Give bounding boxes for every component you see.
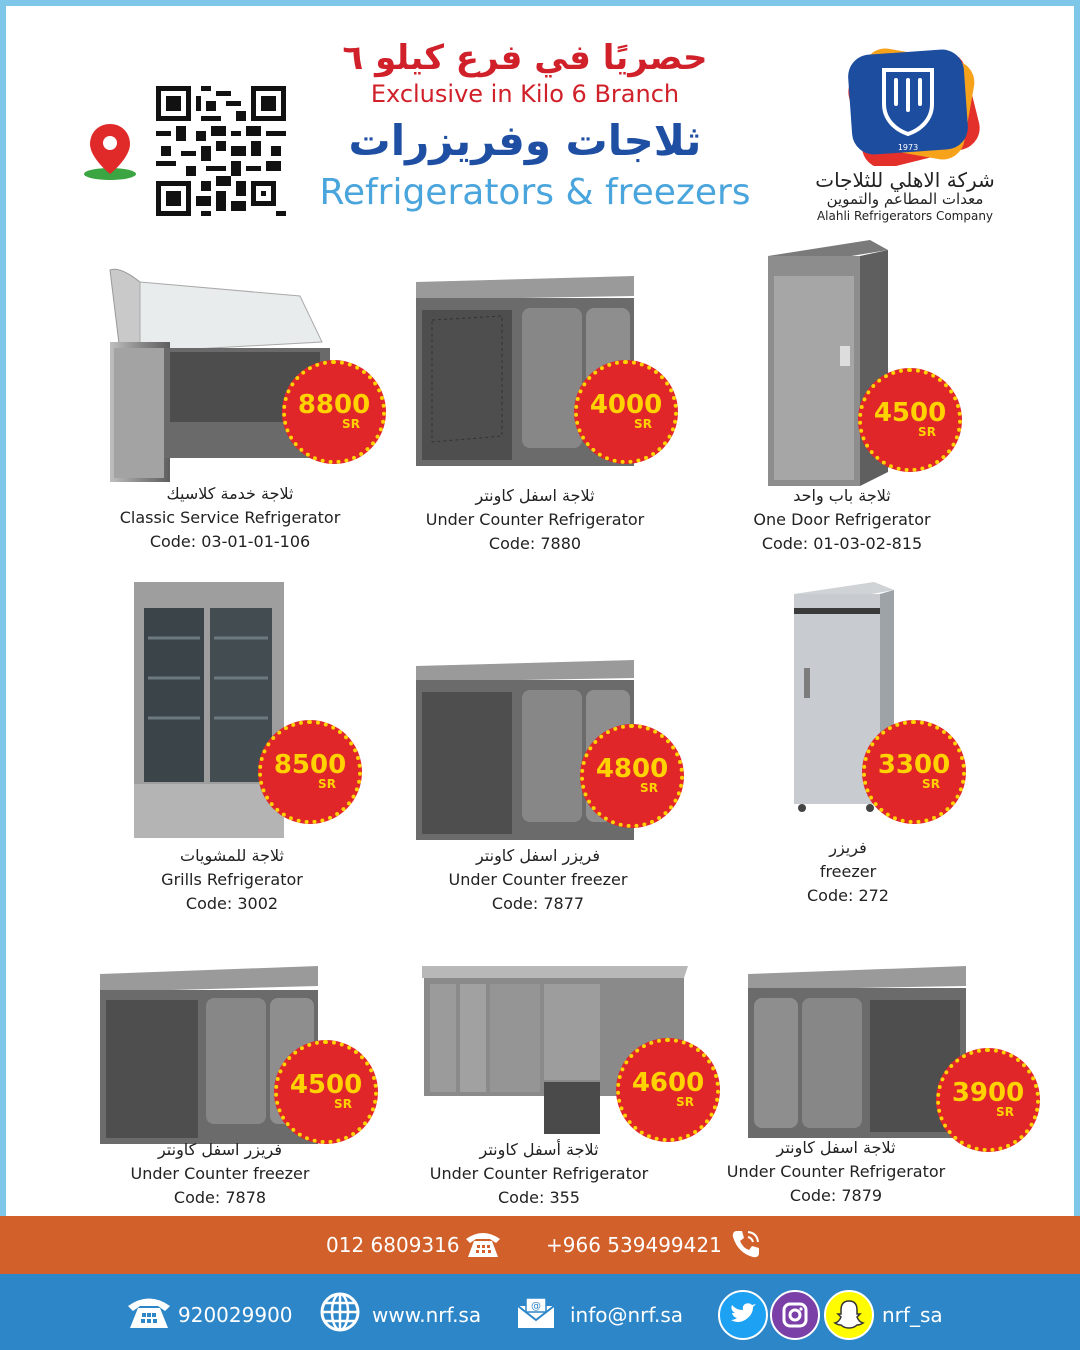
exclusive-english-text: Exclusive in Kilo 6 Branch <box>370 80 680 108</box>
company-name-arabic: شركة الاهلي للثلاجات <box>815 168 995 192</box>
unified-number[interactable]: 920029900 <box>178 1303 293 1327</box>
product-caption <box>780 836 916 908</box>
product-name-arabic: ثلاجة باب واحد <box>793 486 891 505</box>
product-code: Code: 7878 <box>173 1188 267 1207</box>
currency-label: SR <box>318 777 336 791</box>
price-badge <box>580 724 684 828</box>
product-code: Code: 7879 <box>789 1186 883 1205</box>
contact-bar-phones <box>0 1216 1080 1274</box>
product-name-english: Under Counter freezer <box>130 1164 310 1183</box>
product-name-arabic: ثلاجة اسفل كاونتر <box>776 1138 896 1157</box>
product-name-english: Classic Service Refrigerator <box>119 508 341 527</box>
product-name-english: Under Counter Refrigerator <box>429 1164 649 1183</box>
product-name-arabic: ثلاجة أسفل كاونتر <box>479 1140 599 1159</box>
price-badge <box>858 368 962 472</box>
product-caption <box>100 844 364 916</box>
product-card[interactable] <box>790 578 980 908</box>
price-badge <box>258 720 362 824</box>
product-card[interactable] <box>412 276 692 566</box>
product-card[interactable] <box>96 966 396 1206</box>
price-value: 4800 <box>595 754 669 784</box>
qr-code[interactable] <box>156 86 286 216</box>
company-name-english: Alahli Refrigerators Company <box>816 209 994 223</box>
globe-icon <box>320 1292 360 1332</box>
main-title-english: Refrigerators & freezers <box>319 172 751 213</box>
svg-text:@: @ <box>531 1301 541 1312</box>
product-name-arabic: فريزر اسفل كاونتر <box>157 1140 283 1159</box>
product-code: Code: 3002 <box>185 894 279 913</box>
product-code: Code: 03-01-01-106 <box>149 532 311 551</box>
product-card[interactable] <box>130 578 380 918</box>
product-name-english: Under Counter Refrigerator <box>425 510 645 529</box>
price-value: 3900 <box>951 1078 1025 1108</box>
product-caption <box>410 844 666 916</box>
price-value: 4500 <box>289 1070 363 1100</box>
currency-label: SR <box>634 417 652 431</box>
product-code: Code: 01-03-02-815 <box>761 534 923 553</box>
product-name-english: Under Counter Refrigerator <box>726 1162 946 1181</box>
product-caption <box>100 1138 340 1210</box>
product-name-arabic: فريزر <box>829 838 867 857</box>
product-code: Code: 355 <box>498 1188 580 1207</box>
product-caption <box>390 484 680 556</box>
price-badge <box>616 1038 720 1142</box>
price-value: 3300 <box>877 750 951 780</box>
product-card[interactable] <box>726 966 1044 1206</box>
social-handle[interactable]: nrf_sa <box>882 1303 943 1327</box>
currency-label: SR <box>922 777 940 791</box>
currency-label: SR <box>334 1097 352 1111</box>
product-caption <box>90 482 370 554</box>
telephone-icon <box>464 1229 502 1259</box>
product-code: Code: 7877 <box>491 894 585 913</box>
email-icon <box>516 1296 556 1330</box>
website-link[interactable]: www.nrf.sa <box>372 1303 482 1327</box>
company-logo[interactable] <box>832 46 992 166</box>
product-card[interactable] <box>412 660 702 920</box>
product-code: Code: 272 <box>807 886 889 905</box>
price-value: 4500 <box>873 398 947 428</box>
product-card[interactable] <box>420 962 720 1212</box>
main-title-arabic: ثلاجات وفريزرات <box>348 116 702 165</box>
price-badge <box>574 360 678 464</box>
currency-label: SR <box>342 417 360 431</box>
email-link[interactable]: info@nrf.sa <box>570 1303 684 1327</box>
phone-handset-icon <box>730 1228 762 1260</box>
product-name-english: Grills Refrigerator <box>161 870 303 889</box>
currency-label: SR <box>676 1095 694 1109</box>
snapchat-icon[interactable] <box>824 1290 874 1340</box>
twitter-icon[interactable] <box>718 1290 768 1340</box>
product-caption <box>720 484 964 556</box>
telephone-icon <box>126 1294 172 1330</box>
product-name-arabic: ثلاجة للمشويات <box>180 846 284 865</box>
price-value: 4000 <box>589 390 663 420</box>
product-name-arabic: ثلاجة خدمة كلاسيك <box>166 484 294 503</box>
price-value: 8500 <box>273 750 347 780</box>
product-name-arabic: ثلاجة اسفل كاونتر <box>475 486 595 505</box>
product-name-arabic: فريزر اسفل كاونتر <box>475 846 601 865</box>
location-pin-icon[interactable] <box>80 120 140 184</box>
product-name-english: Under Counter freezer <box>448 870 628 889</box>
currency-label: SR <box>640 781 658 795</box>
price-badge <box>862 720 966 824</box>
landline-number[interactable]: 012 6809316 <box>326 1233 460 1257</box>
product-caption <box>714 1136 958 1208</box>
product-card[interactable] <box>753 236 980 556</box>
exclusive-arabic-text: حصريًا في فرع كيلو ٦ <box>342 38 708 78</box>
price-value: 8800 <box>297 390 371 420</box>
logo-year: 1973 <box>897 143 919 152</box>
product-caption <box>404 1138 674 1210</box>
instagram-icon[interactable] <box>770 1290 820 1340</box>
price-badge <box>274 1040 378 1144</box>
company-tagline-arabic: معدات المطاعم والتموين <box>826 190 984 208</box>
product-name-english: One Door Refrigerator <box>753 510 931 529</box>
product-name-english: freezer <box>819 862 877 881</box>
product-card[interactable] <box>100 262 390 552</box>
mobile-number[interactable]: +966 539499421 <box>546 1233 722 1257</box>
currency-label: SR <box>918 425 936 439</box>
price-badge <box>282 360 386 464</box>
price-value: 4600 <box>631 1068 705 1098</box>
product-code: Code: 7880 <box>488 534 582 553</box>
currency-label: SR <box>996 1105 1014 1119</box>
